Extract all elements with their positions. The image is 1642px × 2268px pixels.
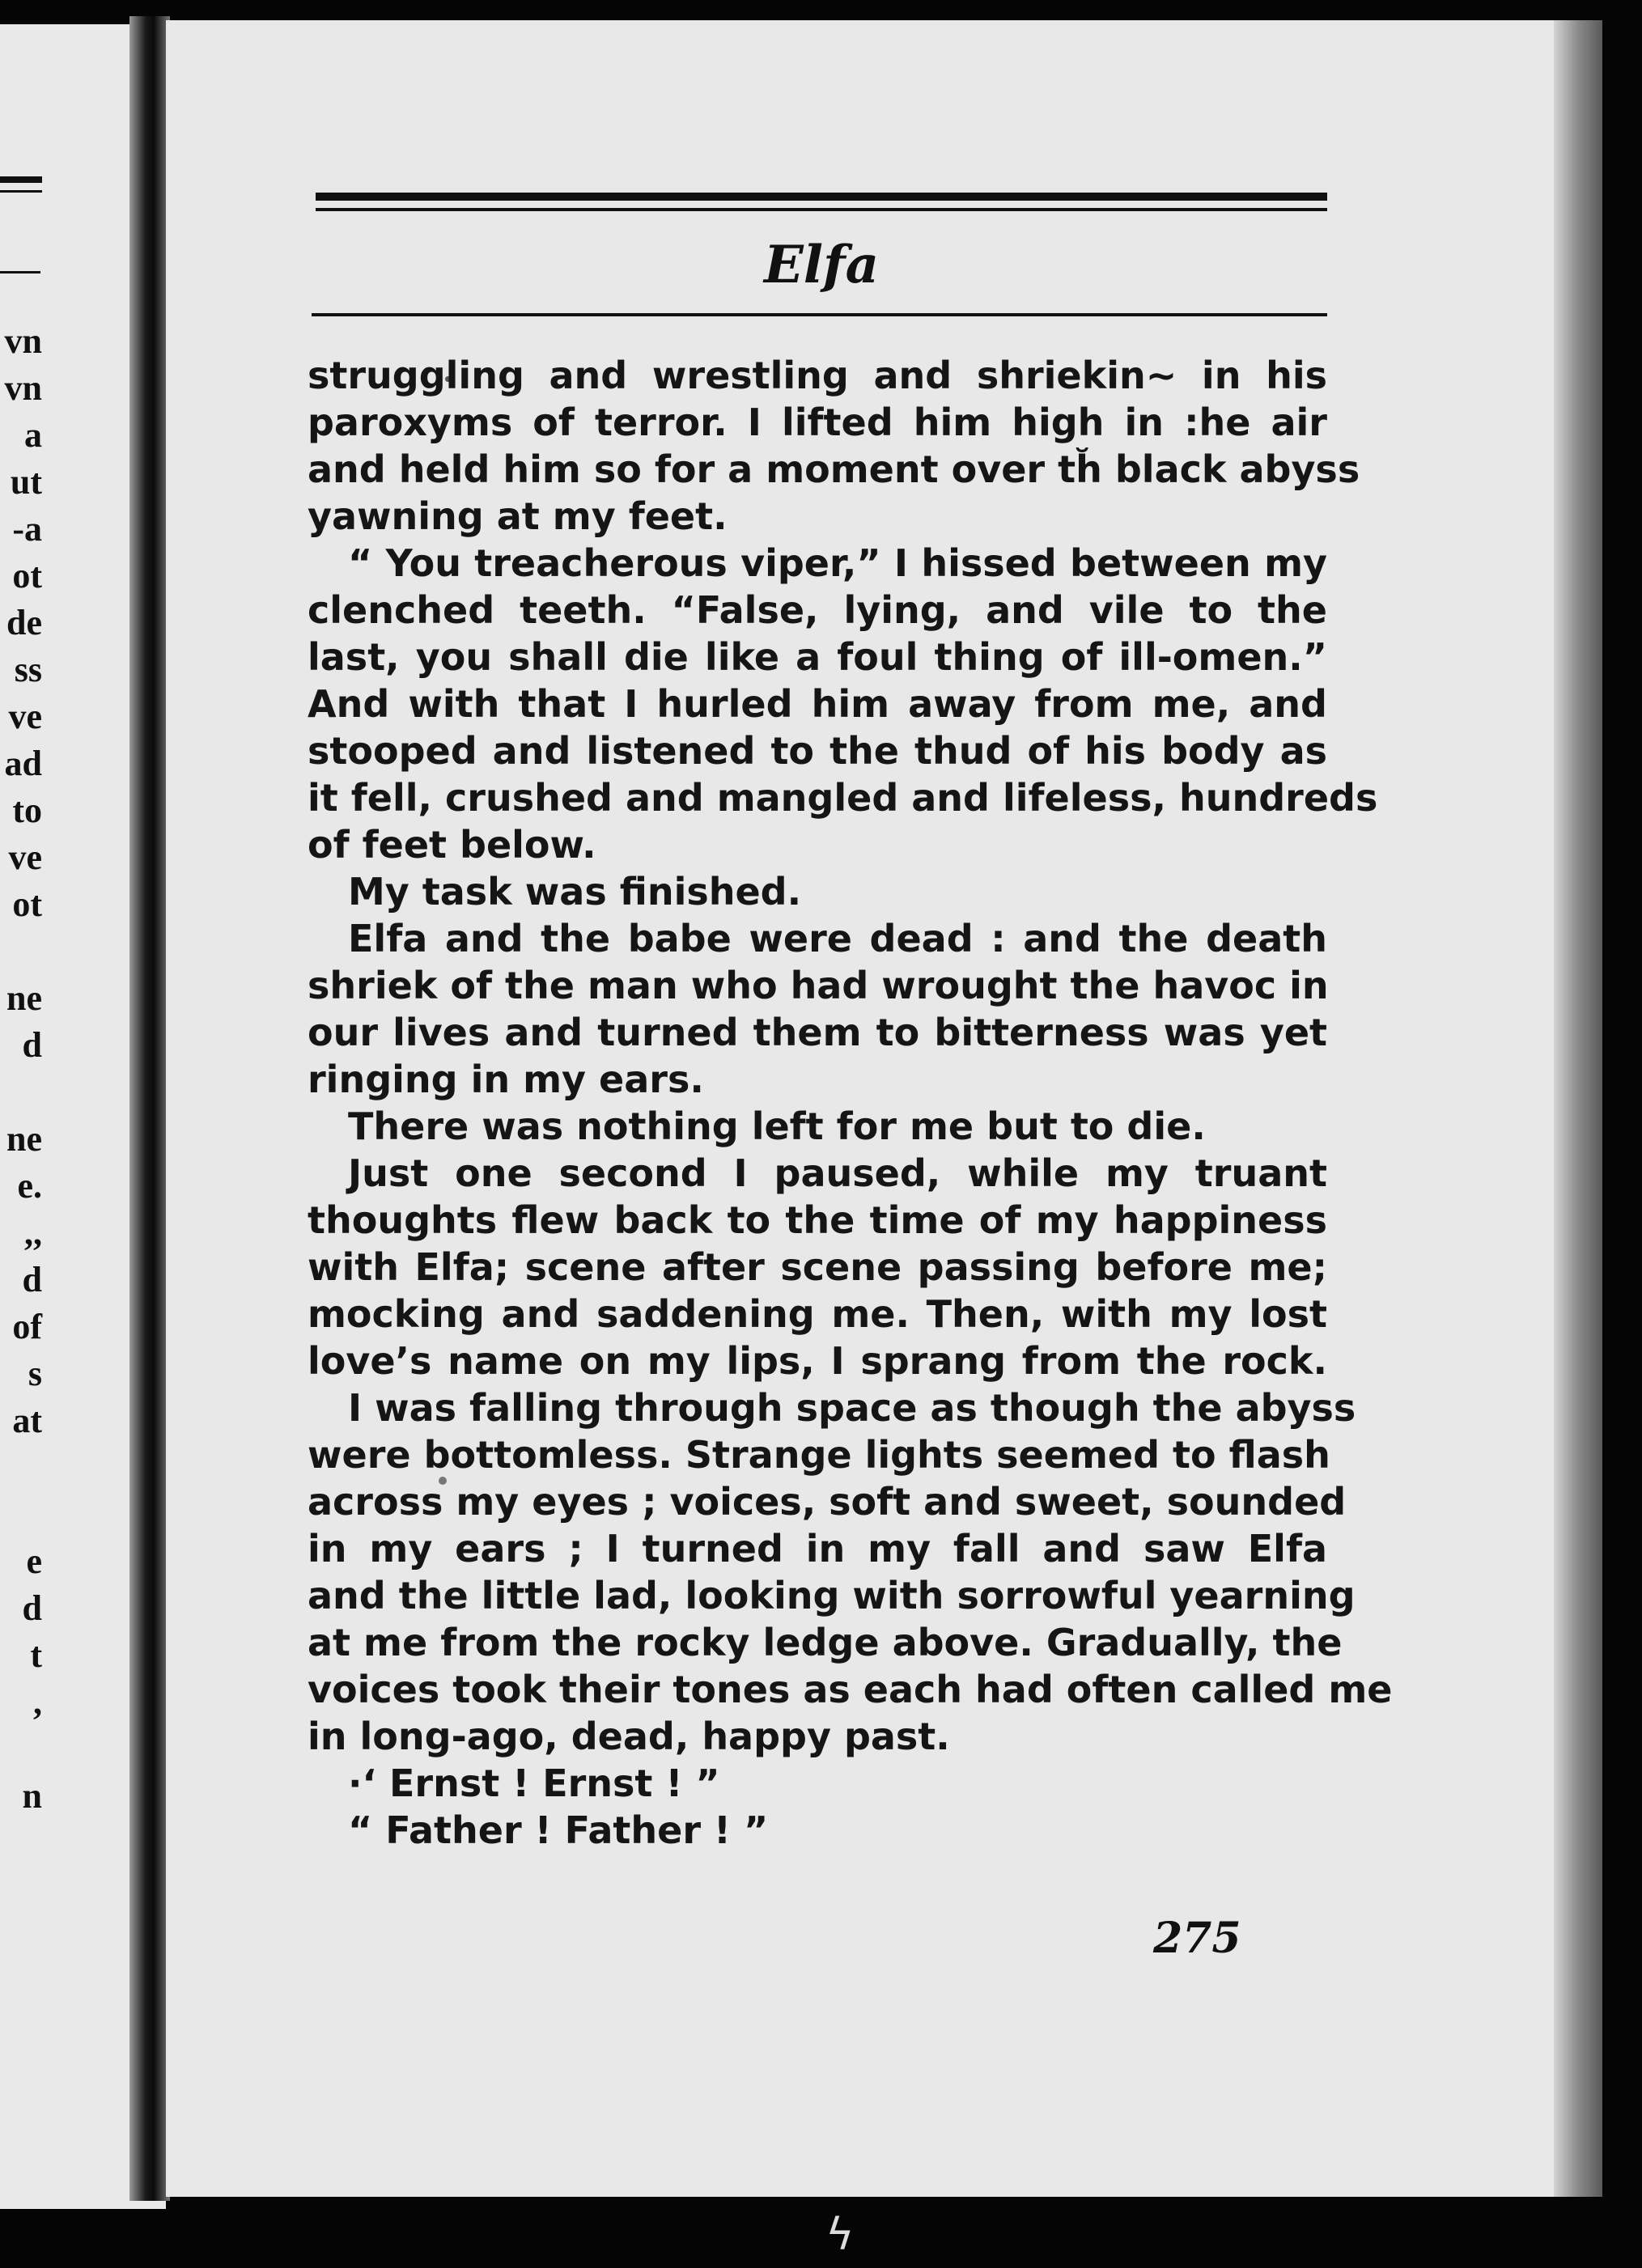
text-line: Just one second I paused, while my truant [348,1151,1327,1195]
text-line: “ You treacherous viper,” I hissed between my [348,541,1327,585]
text-line: yawning at my feet. [308,494,728,538]
title-underline-rule [312,313,1327,316]
text-line: voices took their tones as each had often called me [308,1668,1393,1711]
previous-page-line-end: ne [6,1119,42,1159]
running-title: Elfa [763,235,880,295]
previous-page-line-end: ,, [24,1213,42,1253]
text-line: thoughts flew back to the time of my happiness [308,1198,1327,1242]
text-line: last, you shall die like a foul thing of ill-omen.” [308,635,1327,679]
text-line: at me from the rocky ledge above. Gradually, the [308,1621,1343,1664]
previous-page-line-end: d [22,1260,42,1299]
text-line: “ Father ! Father ! ” [348,1808,769,1852]
previous-page-line-end: d [22,1588,42,1628]
text-line: of feet below. [308,823,596,867]
text-line: love’s name on my lips, I sprang from the rock. [308,1339,1327,1383]
previous-page-line-end: ss [14,650,42,689]
previous-page-line-end: of [12,1307,42,1346]
text-line: our lives and turned them to bitterness was yet [308,1011,1327,1054]
text-line: And with that I hurled him away from me, and [308,682,1327,726]
text-line: across my eyes ; voices, soft and sweet, sounded [308,1480,1347,1524]
text-line: and the little lad, looking with sorrowful yearning [308,1574,1356,1617]
previous-page-line-end: ut [10,462,42,502]
previous-page-line-end: ve [8,837,42,877]
text-line: in long-ago, dead, happy past. [308,1715,950,1758]
previous-page-line-end: ve [8,697,42,736]
previous-page-line-end: e. [17,1166,42,1206]
previous-page-line-end: ne [6,978,42,1018]
text-line: ·‘ Ernst ! Ernst ! ” [348,1761,720,1805]
previous-page-line-end: at [12,1401,42,1440]
previous-page-line-end: e [26,1541,42,1581]
previous-page-line-end: ot [12,556,42,596]
page-body-text [308,352,1393,1854]
scan-artifact-mark: ϟ [825,2209,855,2260]
text-line: stooped and listened to the thud of his body as [308,729,1327,773]
text-line: There was nothing left for me but to die. [348,1104,1206,1148]
previous-page-line-end: -a [12,509,42,549]
text-line: and held him so for a moment over th̆ black abyss [308,447,1360,491]
book-page [166,20,1602,2197]
previous-page-line-end: n [22,1776,42,1816]
previous-page-line-end: de [6,603,42,642]
previous-page-line-end: t [30,1635,42,1675]
text-line: ringing in my ears. [308,1058,704,1101]
text-line: with Elfa; scene after scene passing before me; [308,1245,1327,1289]
page-number: 275 [1153,1914,1241,1963]
text-line: My task was finished. [348,870,802,914]
previous-page-title-rule [0,271,40,273]
text-line: clenched teeth. “False, lying, and vile to the [308,588,1327,632]
previous-page-line-end: vn [4,321,42,361]
text-line: paroxyms of terror. I lifted him high in :he air [308,401,1327,444]
page-edge-shadow [1554,20,1602,2197]
previous-page-line-end: d [22,1025,42,1065]
previous-page-line-end: to [12,791,42,830]
previous-page-header-rule [0,176,42,183]
text-line: in my ears ; I turned in my fall and saw Elfa [308,1527,1327,1571]
previous-page-line-end: , [33,1682,42,1722]
text-line: were bottomless. Strange lights seemed to flash [308,1433,1330,1477]
previous-page-line-end: s [28,1354,42,1393]
text-line: shriek of the man who had wrought the havoc in [308,964,1329,1007]
previous-page-header-rule-thin [0,190,42,193]
previous-page-line-end: vn [4,368,42,408]
text-line: mocking and saddening me. Then, with my lost [308,1292,1327,1336]
text-line: Elfa and the babe were dead : and the death [348,917,1327,960]
text-line: I was falling through space as though the abyss [348,1386,1356,1430]
text-line: it fell, crushed and mangled and lifeless, hundreds [308,776,1378,820]
previous-page-line-end: a [24,415,42,455]
previous-page-line-end: ot [12,884,42,924]
previous-page-line-end: ad [4,744,42,783]
text-line: struggling and wrestling and shriekin~ in his [308,354,1327,397]
header-rule-thick [316,193,1327,201]
header-rule-thin [316,208,1327,211]
book-gutter [129,16,170,2201]
